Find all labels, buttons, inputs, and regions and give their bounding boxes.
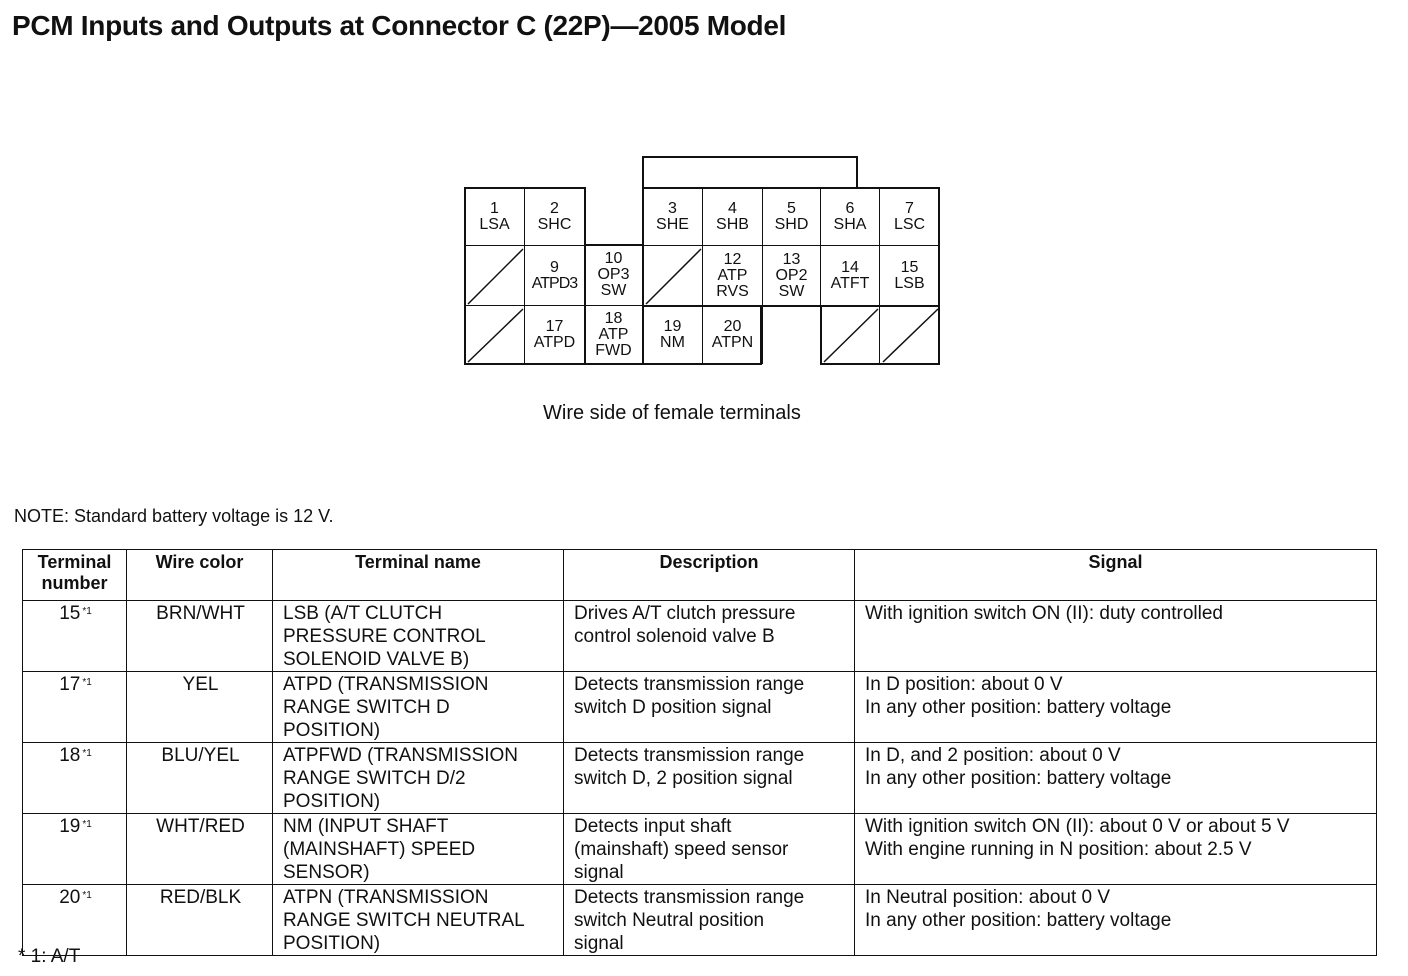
- terminal-number: 18: [59, 745, 81, 766]
- cell-line: In any other position: battery voltage: [865, 697, 1172, 718]
- pin-number: 6: [845, 199, 855, 217]
- cell-line: (MAINSHAFT) SPEED: [283, 839, 476, 860]
- header-terminal-number: Terminal number: [23, 550, 127, 601]
- cell-line: With ignition switch ON (II): about 0 V or about 5 V: [865, 816, 1290, 837]
- pin-number: 2: [550, 199, 559, 217]
- cell-line: LSB (A/T CLUTCH: [283, 603, 443, 624]
- connector-pin-10: [584, 244, 643, 306]
- pin-number: 15: [900, 258, 919, 276]
- cell-terminal-name: [273, 743, 564, 814]
- cell-signal: [855, 885, 1377, 956]
- pin-label: ATPN: [711, 333, 754, 351]
- cell-line: RANGE SWITCH NEUTRAL: [283, 910, 525, 931]
- connector-caption: Wire side of female terminals: [543, 402, 801, 424]
- page-title: PCM Inputs and Outputs at Connector C (22P)—2005 Model: [12, 10, 787, 41]
- connector-pin-9: [524, 245, 585, 306]
- cell-description: [564, 814, 855, 885]
- pin-label: RVS: [716, 282, 749, 300]
- pin-label: SW: [600, 282, 627, 299]
- connector-pin-unused: [879, 305, 940, 364]
- pin-number: 19: [663, 317, 682, 335]
- connector-pin-unused: [464, 245, 525, 306]
- cell-line: POSITION): [283, 791, 381, 812]
- connector-locking-tab: [642, 156, 858, 188]
- pin-label: SHC: [537, 215, 572, 233]
- cell-line: In any other position: battery voltage: [865, 910, 1172, 931]
- unused-slash-icon: [643, 246, 704, 307]
- pin-label: ATPD3: [531, 274, 578, 292]
- cell-line: SOLENOID VALVE B): [283, 649, 470, 670]
- cell-line: PRESSURE CONTROL: [283, 626, 486, 647]
- cell-line: RANGE SWITCH D: [283, 697, 450, 718]
- cell-terminal-number: [23, 672, 127, 743]
- cell-line: ATPFWD (TRANSMISSION: [283, 745, 519, 766]
- pin-number: 13: [782, 250, 801, 268]
- connector-pin-unused: [820, 305, 880, 364]
- header-wire-color: Wire color: [127, 550, 273, 601]
- unused-slash-icon: [465, 246, 526, 307]
- footnote-mark: *1: [82, 748, 92, 759]
- table-header-row: [23, 550, 1377, 601]
- pin-label: SHD: [774, 215, 809, 233]
- pin-number: 5: [787, 199, 796, 217]
- pin-number: 3: [668, 199, 677, 217]
- terminal-number: 19: [59, 816, 81, 837]
- cell-line: control solenoid valve B: [574, 626, 775, 647]
- cell-wire-color: BLU/YEL: [127, 743, 273, 814]
- cell-line: With ignition switch ON (II): duty controlled: [865, 603, 1223, 624]
- pin-label: ATP: [598, 325, 629, 343]
- pin-label: SHA: [833, 215, 867, 233]
- table-row: [23, 601, 1377, 672]
- cell-line: In Neutral position: about 0 V: [865, 887, 1111, 908]
- cell-line: In D, and 2 position: about 0 V: [865, 745, 1121, 766]
- header-description: Description: [564, 550, 855, 601]
- table-row: [23, 814, 1377, 885]
- cell-line: SENSOR): [283, 862, 370, 883]
- note-text: NOTE: Standard battery voltage is 12 V.: [14, 506, 334, 526]
- pin-number: 10: [604, 250, 623, 267]
- connector-pin-2: [524, 187, 585, 246]
- pin-label: NM: [660, 333, 685, 351]
- cell-line: Detects transmission range: [574, 887, 805, 908]
- footnote: * 1: A/T: [18, 946, 81, 967]
- cell-terminal-name: [273, 601, 564, 672]
- cell-signal: [855, 743, 1377, 814]
- cell-description: [564, 885, 855, 956]
- pin-label: ATPD: [533, 333, 576, 351]
- pin-number: 18: [604, 309, 623, 327]
- connector-pin-14: [820, 245, 880, 306]
- terminal-number: 15: [59, 603, 81, 624]
- cell-line: POSITION): [283, 720, 381, 741]
- cell-line: (mainshaft) speed sensor: [574, 839, 789, 860]
- connector-pin-19: [642, 305, 703, 364]
- cell-line: NM (INPUT SHAFT: [283, 816, 449, 837]
- cell-description: [564, 672, 855, 743]
- pin-label: ATP: [717, 266, 748, 284]
- pin-label: LSC: [893, 215, 926, 233]
- pin-number: 14: [841, 258, 859, 276]
- cell-line: With engine running in N position: about 2.5 V: [865, 839, 1252, 860]
- cell-wire-color: YEL: [127, 672, 273, 743]
- footnote-mark: *1: [82, 677, 92, 688]
- footnote-mark: *1: [82, 819, 92, 830]
- cell-terminal-name: [273, 814, 564, 885]
- cell-line: RANGE SWITCH D/2: [283, 768, 466, 789]
- cell-line: Detects transmission range: [574, 745, 805, 766]
- pin-label: OP3: [597, 266, 630, 283]
- connector-pin-unused: [464, 305, 525, 364]
- pin-label: FWD: [595, 341, 632, 359]
- unused-slash-icon: [880, 306, 941, 365]
- connector-pin-18: [584, 305, 643, 364]
- table-row: [23, 743, 1377, 814]
- cell-line: In D position: about 0 V: [865, 674, 1063, 695]
- cell-line: signal: [574, 862, 624, 883]
- cell-wire-color: BRN/WHT: [127, 601, 273, 672]
- cell-line: Drives A/T clutch pressure: [574, 603, 796, 624]
- connector-pin-7: [879, 187, 940, 246]
- connector-pin-6: [820, 187, 880, 246]
- header-terminal-name: Terminal name: [273, 550, 564, 601]
- unused-slash-icon: [821, 306, 881, 365]
- footnote-mark: *1: [82, 606, 92, 617]
- connector-pin-unused: [642, 245, 703, 306]
- cell-terminal-number: [23, 885, 127, 956]
- cell-description: [564, 601, 855, 672]
- pin-label: LSA: [479, 215, 510, 233]
- pin-label: OP2: [775, 266, 808, 284]
- connector-pin-1: [464, 187, 525, 246]
- connector-pin-5: [762, 187, 821, 246]
- connector-pin-17: [524, 305, 585, 364]
- pin-number: 12: [723, 250, 742, 268]
- pin-number: 1: [490, 199, 499, 217]
- pin-number: 7: [905, 199, 914, 217]
- cell-line: In any other position: battery voltage: [865, 768, 1172, 789]
- cell-terminal-number: [23, 743, 127, 814]
- unused-slash-icon: [465, 306, 526, 365]
- cell-terminal-name: [273, 672, 564, 743]
- table-row: [23, 885, 1377, 956]
- cell-line: Detects transmission range: [574, 674, 805, 695]
- cell-wire-color: RED/BLK: [127, 885, 273, 956]
- connector-pin-15: [879, 245, 940, 306]
- table-row: [23, 672, 1377, 743]
- cell-description: [564, 743, 855, 814]
- connector-pin-20: [702, 305, 763, 364]
- pin-label: SHB: [716, 215, 749, 233]
- cell-signal: [855, 601, 1377, 672]
- pin-number: 4: [728, 199, 737, 217]
- footnote-mark: *1: [82, 890, 92, 901]
- pin-label: LSB: [894, 274, 925, 292]
- connector-pin-3: [642, 187, 703, 246]
- header-signal: Signal: [855, 550, 1377, 601]
- pin-number: 9: [550, 258, 559, 276]
- connector-pin-12: [702, 245, 763, 306]
- terminal-table: [22, 549, 1377, 956]
- terminal-number: 20: [59, 887, 81, 908]
- pin-label: SHE: [656, 215, 689, 233]
- pin-label: ATFT: [830, 274, 870, 292]
- pin-number: 20: [723, 317, 742, 335]
- cell-terminal-name: [273, 885, 564, 956]
- cell-line: switch D position signal: [574, 697, 772, 718]
- cell-signal: [855, 672, 1377, 743]
- cell-wire-color: WHT/RED: [127, 814, 273, 885]
- terminal-number: 17: [59, 674, 81, 695]
- cell-line: signal: [574, 933, 624, 954]
- pin-label: SW: [778, 282, 805, 300]
- cell-line: Detects input shaft: [574, 816, 732, 837]
- cell-line: switch Neutral position: [574, 910, 765, 931]
- cell-terminal-number: [23, 814, 127, 885]
- pin-number: 17: [545, 317, 564, 335]
- connector-pin-13: [762, 245, 821, 306]
- connector-pin-4: [702, 187, 763, 246]
- cell-signal: [855, 814, 1377, 885]
- cell-terminal-number: [23, 601, 127, 672]
- cell-line: switch D, 2 position signal: [574, 768, 793, 789]
- cell-line: POSITION): [283, 933, 381, 954]
- cell-line: ATPD (TRANSMISSION: [283, 674, 489, 695]
- cell-line: ATPN (TRANSMISSION: [283, 887, 489, 908]
